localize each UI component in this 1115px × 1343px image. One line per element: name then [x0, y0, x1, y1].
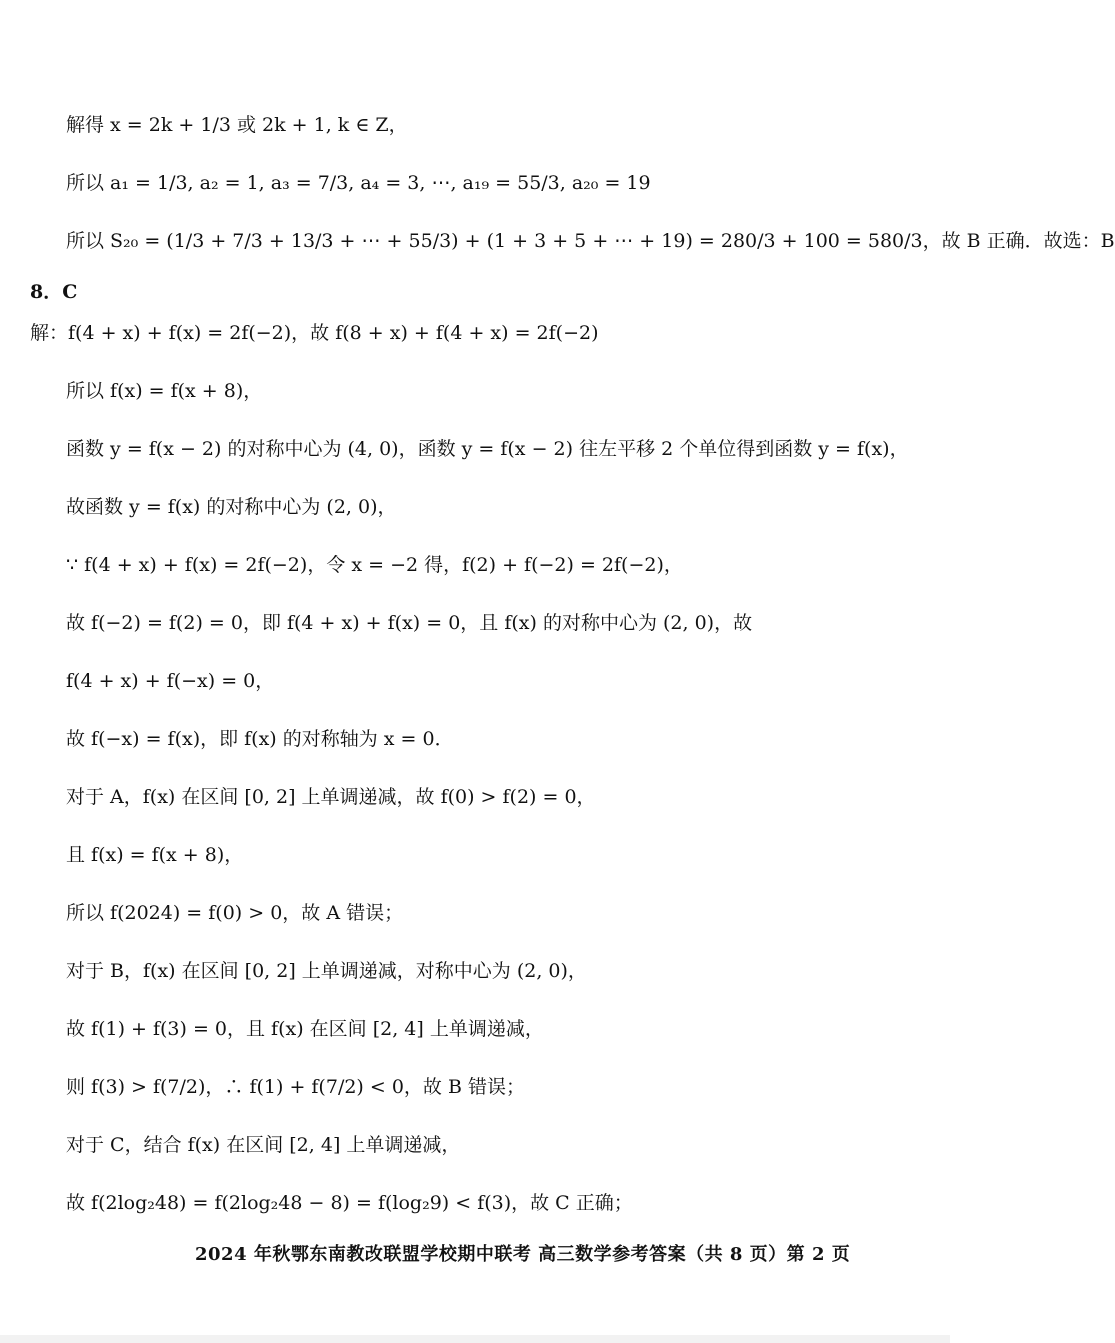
- text-line: 对于 B，f(x) 在区间 [0, 2] 上单调递减，对称中心为 (2, 0)，: [66, 960, 587, 982]
- text-line: 对于 A，f(x) 在区间 [0, 2] 上单调递减，故 f(0) > f(2) = 0，: [66, 786, 596, 808]
- text-line: 故 f(−x) = f(x)，即 f(x) 的对称轴为 x = 0．: [66, 728, 454, 750]
- problem-number: 8．C: [30, 281, 78, 303]
- text-line: 所以 f(x) = f(x + 8)，: [66, 380, 263, 402]
- text-line: 对于 C，结合 f(x) 在区间 [2, 4] 上单调递减，: [66, 1134, 461, 1156]
- text-line: 故函数 y = f(x) 的对称中心为 (2, 0)，: [66, 496, 397, 518]
- page-edge: [0, 1335, 950, 1343]
- text-line: 解：f(4 + x) + f(x) = 2f(−2)，故 f(8 + x) + f(4 + x) = 2f(−2): [30, 322, 599, 344]
- text-line: 所以 S₂₀ = (1/3 + 7/3 + 13/3 + ⋯ + 55/3) + (1 + 3 + 5 + ⋯ + 19) = 280/3 + 100 = 580/3，故 B 正确．故选：B: [66, 230, 1115, 252]
- text-line: ∵ f(4 + x) + f(x) = 2f(−2)，令 x = −2 得，f(2) + f(−2) = 2f(−2)，: [66, 554, 683, 576]
- text-line: 则 f(3) > f(7/2)，∴ f(1) + f(7/2) < 0，故 B 错误；: [66, 1076, 525, 1098]
- text-line: 故 f(−2) = f(2) = 0，即 f(4 + x) + f(x) = 0，且 f(x) 的对称中心为 (2, 0)，故: [66, 612, 753, 634]
- text-line: 故 f(1) + f(3) = 0，且 f(x) 在区间 [2, 4] 上单调递减，: [66, 1018, 544, 1040]
- text-line: 所以 a₁ = 1/3, a₂ = 1, a₃ = 7/3, a₄ = 3, ⋯, a₁₉ = 55/3, a₂₀ = 19: [66, 172, 651, 194]
- text-line: 解得 x = 2k + 1/3 或 2k + 1, k ∈ Z，: [66, 114, 408, 136]
- text-line: 函数 y = f(x − 2) 的对称中心为 (4, 0)，函数 y = f(x − 2) 往左平移 2 个单位得到函数 y = f(x)，: [66, 438, 909, 460]
- text-line: 且 f(x) = f(x + 8)，: [66, 844, 244, 866]
- page-footer: 2024 年秋鄂东南教改联盟学校期中联考 高三数学参考答案（共 8 页）第 2 页: [195, 1244, 851, 1265]
- text-line: f(4 + x) + f(−x) = 0，: [66, 670, 275, 692]
- text-line: 故 f(2log₂48) = f(2log₂48 − 8) = f(log₂9) < f(3)，故 C 正确；: [66, 1192, 633, 1214]
- text-line: 所以 f(2024) = f(0) > 0，故 A 错误；: [66, 902, 404, 924]
